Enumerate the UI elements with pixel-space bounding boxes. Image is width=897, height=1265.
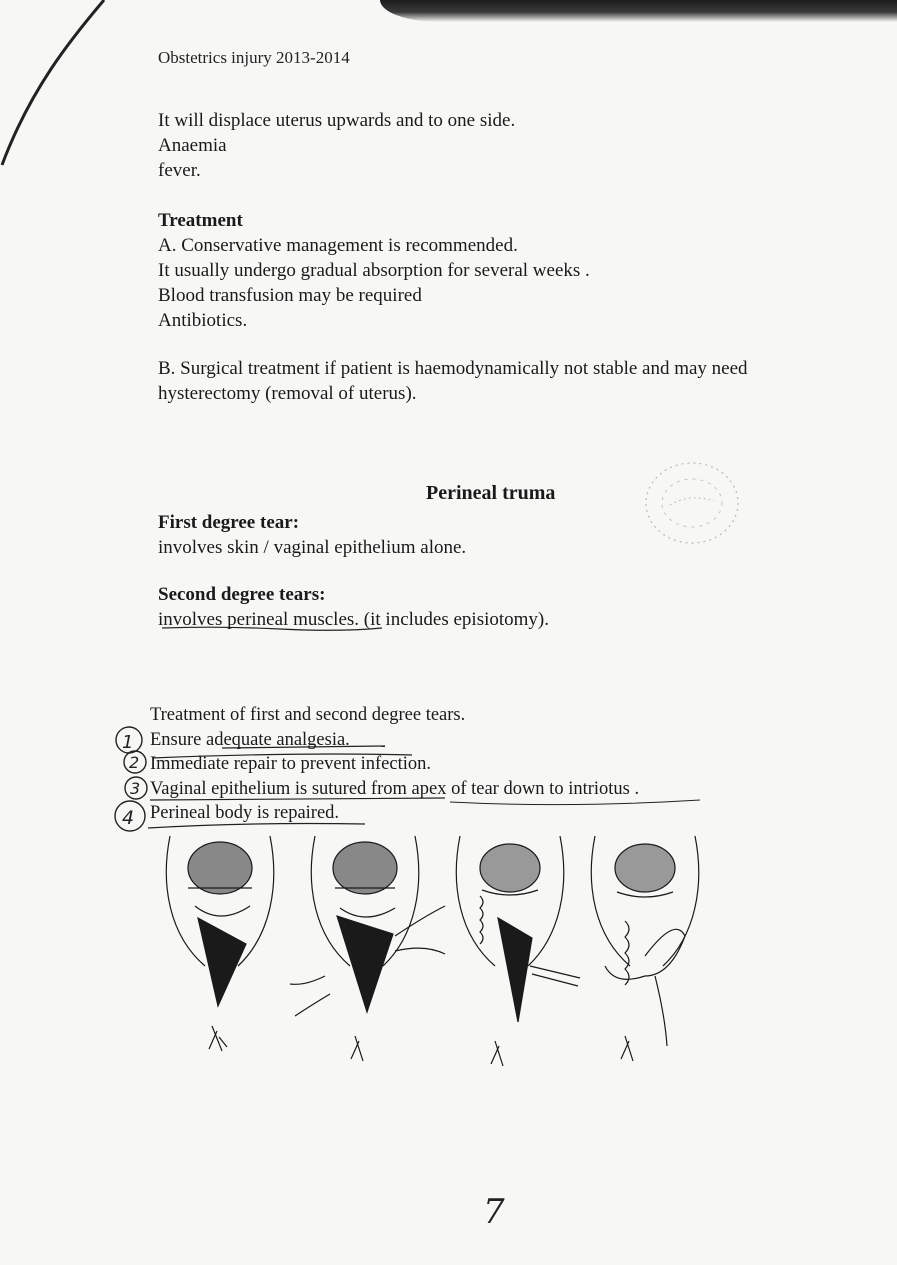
- second-degree-text: involves perineal muscles. (it includes episiotomy).: [158, 609, 550, 630]
- second-degree-heading: Second degree tears:: [158, 584, 326, 605]
- symptoms-list: [158, 108, 515, 183]
- first-degree-section: [158, 510, 466, 560]
- repair-stage-4: [591, 836, 698, 1061]
- step-number: 4: [122, 807, 135, 829]
- step-number: 2: [129, 753, 140, 772]
- page-number: 7: [483, 1192, 505, 1232]
- scan-shadow-top: [380, 0, 897, 22]
- surgical-treatment: [158, 356, 748, 406]
- step-number: 1: [122, 732, 134, 753]
- handwritten-strike-underline: [160, 624, 390, 632]
- handwritten-annotations: [100, 718, 720, 843]
- treatment-line: It usually undergo gradual absorption for several weeks .: [158, 260, 590, 281]
- scan-edge-left: [0, 0, 110, 200]
- symptom-line: fever.: [158, 160, 201, 181]
- perineal-repair-illustration: [150, 826, 710, 1086]
- symptom-line: It will displace uterus upwards and to one side.: [158, 110, 516, 131]
- perineal-title: Perineal truma: [426, 482, 556, 504]
- faded-stamp: [640, 455, 750, 555]
- repair-step: Vaginal epithelium is sutured from apex of tear down to intriotus .: [150, 778, 640, 799]
- repair-stage-2: [290, 836, 445, 1061]
- page-header: Obstetrics injury 2013-2014: [158, 48, 350, 67]
- first-degree-heading: First degree tear:: [158, 512, 300, 533]
- first-degree-text: involves skin / vaginal epithelium alone.: [158, 537, 467, 558]
- repair-step: Immediate repair to prevent infection.: [150, 754, 431, 774]
- treatment-line: A. Conservative management is recommended.: [158, 235, 518, 256]
- treatment-heading: Treatment: [158, 210, 243, 231]
- repair-step: Ensure adequate analgesia.: [150, 729, 350, 750]
- treatment-line: Blood transfusion may be required: [158, 285, 422, 306]
- surgical-line: hysterectomy (removal of uterus).: [158, 383, 417, 404]
- repair-heading: Treatment of first and second degree tears.: [150, 705, 466, 725]
- treatment-section: [158, 208, 590, 333]
- treatment-line: Antibiotics.: [158, 310, 248, 331]
- surgical-line: B. Surgical treatment if patient is haemodynamically not stable and may need: [158, 358, 748, 379]
- step-number: 3: [130, 779, 141, 798]
- repair-stage-3: [456, 836, 580, 1066]
- symptom-line: Anaemia: [158, 135, 227, 156]
- repair-stage-1: [166, 836, 273, 1051]
- repair-step: Perineal body is repaired.: [150, 803, 340, 823]
